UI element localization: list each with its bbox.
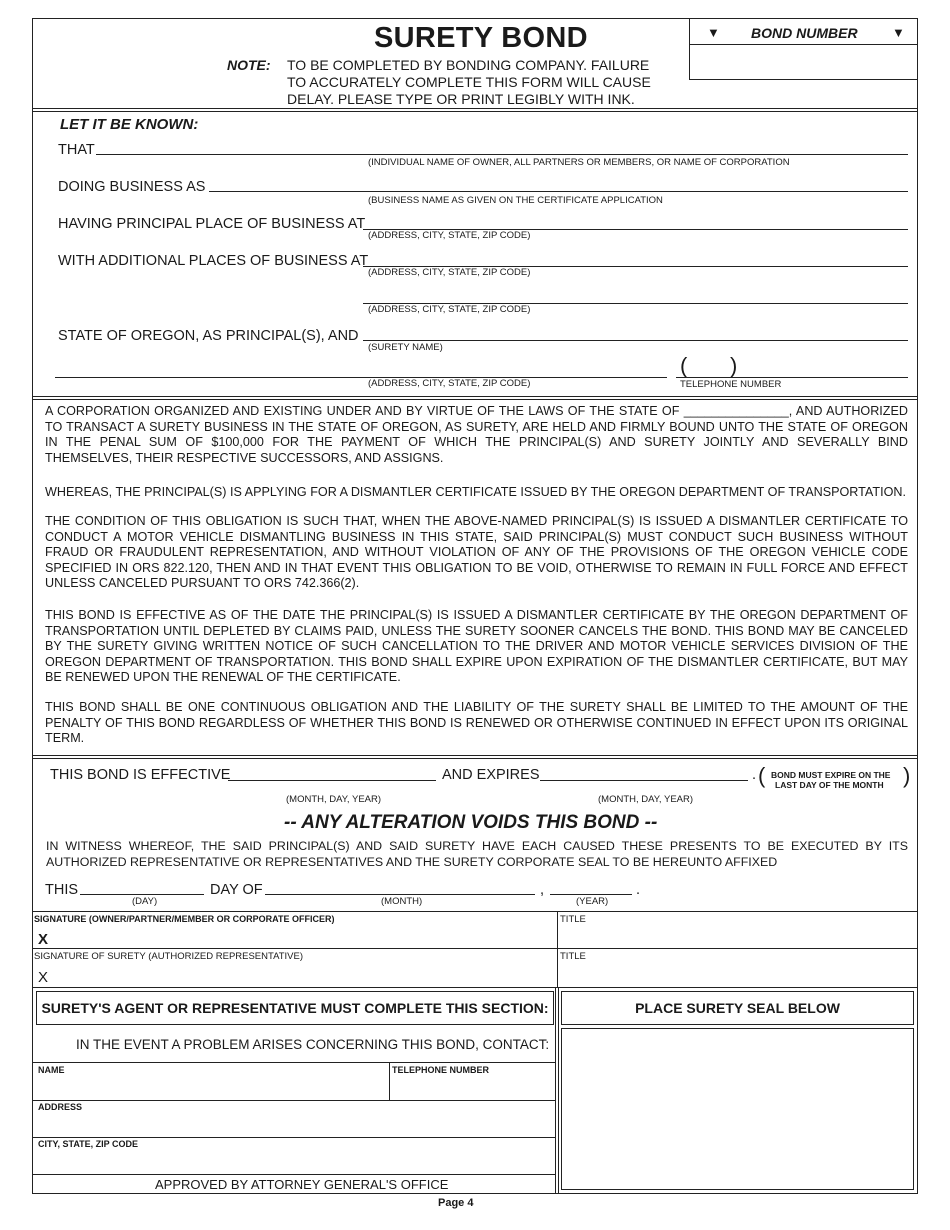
paragraph-surety: A CORPORATION ORGANIZED AND EXISTING UNDER AND BY VIRTUE OF THE LAWS OF THE STATE OF _______________, AND AUTHORIZED TO TRANSACT A SURETY BUSINESS IN THE STATE OF OREGON, AS SURETY, ARE HELD AND FIRMLY BOUND UNTO THE STATE OF OREGON IN THE PENAL SUM OF $100,000 FOR THE PAYMENT OF WHICH THE PRINCIPAL(S) AND SURETY JOINTLY AND SEVERALLY BIND THEMSELVES, THEIR RESPECTIVE SUCCESSORS, AND ASSIGNS. bbox=[45, 404, 908, 465]
agent-csz-rule bbox=[32, 1137, 555, 1138]
paragraph-whereas: WHEREAS, THE PRINCIPAL(S) IS APPLYING FOR A DISMANTLER CERTIFICATE ISSUED BY THE OREGON DEPARTMENT OF TRANSPORTATION. bbox=[45, 485, 906, 499]
agent-name-phone-divider bbox=[389, 1062, 390, 1100]
that-label: THAT bbox=[58, 142, 95, 158]
note-line-1: TO BE COMPLETED BY BONDING COMPANY. FAILURE bbox=[287, 57, 650, 73]
expiration-date-hint: (MONTH, DAY, YEAR) bbox=[598, 794, 694, 805]
known-divider bbox=[32, 396, 918, 397]
phone-paren-open: ( bbox=[680, 353, 688, 378]
owner-signature-x: X bbox=[38, 931, 49, 948]
note-line-3: DELAY. PLEASE TYPE OR PRINT LEGIBLY WITH INK. bbox=[287, 91, 635, 107]
agent-address-label: ADDRESS bbox=[38, 1102, 83, 1112]
paragraph-effective: THIS BOND IS EFFECTIVE AS OF THE DATE THE PRINCIPAL(S) IS ISSUED A DISMANTLER CERTIFICATE BY THE OREGON DEPARTMENT OF TRANSPORTATION UNTIL DEPLETED BY CLAIMS PAID, UNLESS THE SURETY SOONER CANCELS THE BOND. THIS BOND MAY BE CANCELED BY THE SURETY GIVING WRITTEN NOTICE OF SUCH CANCELLATION TO THE DRIVER AND MOTOR VEHICLE SERVICES DIVISION OF THE OREGON DEPARTMENT OF TRANSPORTATION. THIS BOND SHALL EXPIRE UPON EXPIRATION OF THE DISMANTLER CERTIFICATE, BUT MAY BE RENEWED UPON THE RENEWAL OF THE CERTIFICATE. bbox=[45, 608, 908, 685]
dba-field[interactable] bbox=[209, 191, 908, 192]
alteration-warning: -- ANY ALTERATION VOIDS THIS BOND -- bbox=[284, 812, 658, 833]
agent-approved-rule bbox=[32, 1174, 555, 1175]
header-divider bbox=[32, 108, 918, 109]
dba-hint: (BUSINESS NAME AS GIVEN ON THE CERTIFICATE APPLICATION bbox=[368, 195, 663, 206]
agent-csz-label: CITY, STATE, ZIP CODE bbox=[38, 1139, 139, 1149]
body-divider bbox=[32, 755, 918, 756]
additional-label: WITH ADDITIONAL PLACES OF BUSINESS AT bbox=[58, 253, 369, 269]
surety-signature-x: X bbox=[38, 969, 49, 986]
owner-signature-label: SIGNATURE (OWNER/PARTNER/MEMBER OR CORPORATE OFFICER) bbox=[34, 914, 335, 924]
surety-title-field[interactable] bbox=[560, 963, 915, 985]
known-heading: LET IT BE KNOWN: bbox=[60, 116, 199, 133]
year-field[interactable] bbox=[550, 894, 632, 895]
surety-phone-field[interactable] bbox=[676, 377, 908, 378]
header-divider bbox=[32, 111, 918, 112]
agent-name-rule bbox=[32, 1062, 555, 1063]
page-title: SURETY BOND bbox=[374, 22, 588, 54]
surety-signature-field[interactable] bbox=[52, 963, 552, 985]
agent-address-field[interactable] bbox=[36, 1114, 552, 1136]
year-hint: (YEAR) bbox=[576, 896, 609, 907]
agent-name-label: NAME bbox=[38, 1065, 65, 1075]
chevron-down-icon: ▼ bbox=[892, 25, 905, 40]
surety-address-hint: (ADDRESS, CITY, STATE, ZIP CODE) bbox=[368, 378, 531, 389]
principal-address-hint: (ADDRESS, CITY, STATE, ZIP CODE) bbox=[368, 230, 531, 241]
signature-divider bbox=[557, 911, 558, 987]
owner-title-field[interactable] bbox=[560, 926, 915, 948]
that-hint: (INDIVIDUAL NAME OF OWNER, ALL PARTNERS OR MEMBERS, OR NAME OF CORPORATION bbox=[368, 157, 790, 168]
effective-label: THIS BOND IS EFFECTIVE bbox=[50, 767, 231, 783]
state-label: STATE OF OREGON, AS PRINCIPAL(S), AND bbox=[58, 328, 359, 344]
chevron-down-icon: ▼ bbox=[707, 25, 720, 40]
agent-csz-field[interactable] bbox=[36, 1151, 552, 1173]
this-label: THIS bbox=[45, 882, 79, 898]
must-expire-line-1: BOND MUST EXPIRE ON THE bbox=[771, 770, 891, 780]
agent-name-field[interactable] bbox=[36, 1076, 386, 1098]
dba-label: DOING BUSINESS AS bbox=[58, 179, 206, 195]
agent-phone-label: TELEPHONE NUMBER bbox=[392, 1065, 490, 1075]
expires-period: . bbox=[752, 767, 757, 783]
must-expire-paren-close: ) bbox=[903, 763, 911, 788]
day-hint: (DAY) bbox=[132, 896, 158, 907]
page-number: Page 4 bbox=[438, 1197, 474, 1209]
signature-mid-rule bbox=[32, 948, 918, 949]
day-of-label: DAY OF bbox=[210, 882, 263, 898]
owner-signature-field[interactable] bbox=[52, 926, 552, 948]
bond-number-box-bottom bbox=[689, 79, 918, 80]
surety-phone-hint: TELEPHONE NUMBER bbox=[680, 379, 782, 390]
additional-address-hint-1: (ADDRESS, CITY, STATE, ZIP CODE) bbox=[368, 267, 531, 278]
surety-title-label: TITLE bbox=[560, 951, 586, 962]
known-divider bbox=[32, 399, 918, 400]
seal-heading: PLACE SURETY SEAL BELOW bbox=[635, 1000, 840, 1016]
effective-date-field[interactable] bbox=[228, 780, 436, 781]
principal-label: HAVING PRINCIPAL PLACE OF BUSINESS AT bbox=[58, 216, 366, 232]
approved-text: APPROVED BY ATTORNEY GENERAL'S OFFICE bbox=[155, 1177, 449, 1192]
bond-number-field[interactable] bbox=[690, 45, 917, 78]
agent-heading: SURETY'S AGENT OR REPRESENTATIVE MUST COMPLETE THIS SECTION: bbox=[41, 1000, 549, 1016]
month-hint: (MONTH) bbox=[381, 896, 423, 907]
surety-address-field[interactable] bbox=[55, 377, 667, 378]
seal-area[interactable] bbox=[561, 1028, 914, 1190]
paragraph-condition: THE CONDITION OF THIS OBLIGATION IS SUCH THAT, WHEN THE ABOVE-NAMED PRINCIPAL(S) IS ISSUED A DISMANTLER CERTIFICATE TO CONDUCT A MOTOR VEHICLE DISMANTLING BUSINESS IN THIS STATE, SAID PRINCIPAL(S) MUST CONDUCT SUCH BUSINESS WITHOUT FRAUD OR FRAUDULENT REPRESENTATION, AND WITHOUT VIOLATION OF ANY OF THE PROVISIONS OF THE OREGON VEHICLE CODE SPECIFIED IN ORS 822.120, THEN AND IN THAT EVENT THIS OBLIGATION TO BE VOID, OTHERWISE TO REMAIN IN FULL FORCE AND EFFECT UNLESS CANCELED PURSUANT TO ORS 742.366(2). bbox=[45, 514, 908, 591]
expires-label: AND EXPIRES bbox=[442, 767, 540, 783]
month-field[interactable] bbox=[265, 894, 535, 895]
agent-contact-text: IN THE EVENT A PROBLEM ARISES CONCERNING THIS BOND, CONTACT: bbox=[76, 1037, 550, 1052]
expiration-date-field[interactable] bbox=[540, 780, 748, 781]
date-period: . bbox=[636, 882, 641, 898]
witness-text: IN WITNESS WHEREOF, THE SAID PRINCIPAL(S) AND SAID SURETY HAVE EACH CAUSED THESE PRESENTS TO BE EXECUTED BY ITS AUTHORIZED REPRESENTATIVE OR REPRESENTATIVES AND THE SURETY CORPORATE SEAL TO BE HEREUNTO AFFIXED bbox=[46, 839, 908, 869]
day-field[interactable] bbox=[80, 894, 204, 895]
must-expire-paren-open: ( bbox=[758, 763, 766, 788]
surety-signature-label: SIGNATURE OF SURETY (AUTHORIZED REPRESENTATIVE) bbox=[34, 951, 304, 962]
that-field[interactable] bbox=[96, 154, 908, 155]
surety-name-field[interactable] bbox=[363, 340, 908, 341]
bond-number-label: BOND NUMBER bbox=[751, 25, 858, 41]
signature-bottom-rule bbox=[32, 987, 918, 988]
agent-seal-divider bbox=[555, 987, 556, 1194]
additional-address-hint-2: (ADDRESS, CITY, STATE, ZIP CODE) bbox=[368, 304, 531, 315]
note-line-2: TO ACCURATELY COMPLETE THIS FORM WILL CAUSE bbox=[287, 74, 651, 90]
owner-title-label: TITLE bbox=[560, 914, 586, 925]
signature-top-rule bbox=[32, 911, 918, 912]
paragraph-continuous: THIS BOND SHALL BE ONE CONTINUOUS OBLIGATION AND THE LIABILITY OF THE SURETY SHALL BE LIMITED TO THE AMOUNT OF THE PENALTY OF THIS BOND REGARDLESS OF WHETHER THIS BOND IS RENEWED OR OTHERWISE CONTINUED IN EFFECT UPON ITS ORIGINAL TERM. bbox=[45, 700, 908, 746]
agent-seal-divider bbox=[558, 987, 559, 1194]
effective-date-hint: (MONTH, DAY, YEAR) bbox=[286, 794, 382, 805]
surety-name-hint: (SURETY NAME) bbox=[368, 342, 443, 353]
date-comma: , bbox=[540, 882, 545, 898]
note-label: NOTE: bbox=[227, 57, 271, 73]
phone-paren-close: ) bbox=[730, 353, 738, 378]
must-expire-line-2: LAST DAY OF THE MONTH bbox=[775, 780, 884, 790]
agent-address-rule bbox=[32, 1100, 555, 1101]
body-divider bbox=[32, 758, 918, 759]
agent-phone-field[interactable] bbox=[392, 1076, 552, 1098]
